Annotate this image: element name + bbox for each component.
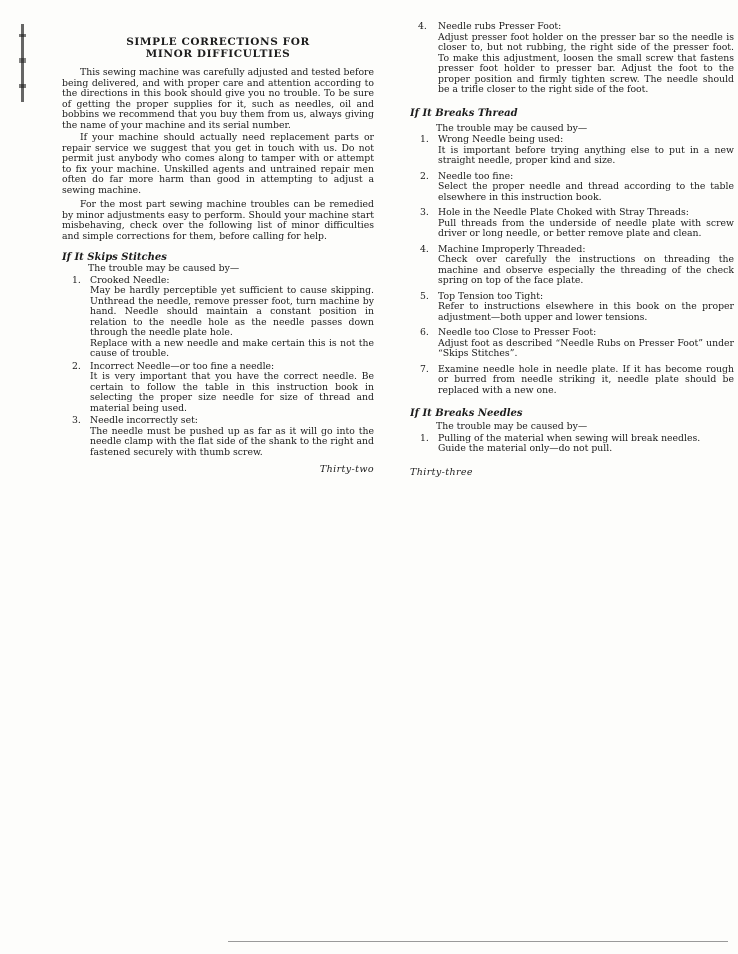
- section-heading-breaks-needles: If It Breaks Needles: [410, 408, 523, 419]
- skips-stitches-list: [62, 276, 374, 459]
- item-body: May be hardly perceptible yet sufficient to cause skipping. Unthread the needle, remove presser foot, turn machine by hand. Needle should maintain a constant position in relation to the needle hole as the needle passes down through the needle plate hole.: [90, 285, 374, 338]
- item-number: 3.: [72, 415, 81, 426]
- list-item: [410, 328, 734, 360]
- item-number: 2.: [420, 170, 429, 182]
- cause-line: The trouble may be caused by—: [88, 263, 240, 274]
- item-number: 1.: [420, 134, 429, 145]
- list-item: [410, 434, 734, 455]
- item-body: Adjust foot as described “Needle Rubs on Presser Foot” under “Skips Stitches”.: [438, 337, 734, 359]
- item-number: 1.: [420, 432, 429, 444]
- item-number: 3.: [420, 207, 429, 218]
- item-heading: Needle too Close to Presser Foot:: [438, 327, 597, 338]
- item-number: 5.: [420, 290, 429, 302]
- intro-paragraph: If your machine should actually need replacement parts or repair service we suggest that you get in touch with us. Do not permit just anybody who comes along to tamper with or attempt to fix your machine. Unskilled agents and untrained repair men often do far more harm than good in attempting to adjust a sewing machine.: [62, 132, 374, 196]
- left-page: [62, 0, 374, 475]
- list-item: [410, 22, 734, 96]
- list-item: [410, 208, 734, 240]
- item-body: Refer to instructions elsewhere in this book on the proper adjustment—both upper and lower tensions.: [438, 301, 734, 323]
- intro-paragraph: This sewing machine was carefully adjusted and tested before being delivered, and with proper care and attention according to the directions in this book should give you no trouble. To be sure of getting the proper supplies for it, such as needles, oil and bobbins we recommend that you buy them from us, always giving the name of your machine and its serial number.: [62, 67, 374, 131]
- item-body: Pull threads from the underside of needle plate with screw driver or long needle, or better remove plate and clean.: [438, 217, 734, 239]
- item-heading: Top Tension too Tight:: [438, 290, 544, 302]
- binding-mark: [18, 24, 27, 102]
- item-heading: Needle rubs Presser Foot:: [438, 21, 562, 32]
- item-number: 4.: [418, 21, 427, 32]
- item-heading: Wrong Needle being used:: [438, 134, 564, 145]
- item-body: Check over carefully the instructions on threading the machine and observe especially the threading of the check spring on top of the face plate.: [438, 254, 734, 286]
- list-item: [410, 135, 734, 167]
- item-heading: Incorrect Needle—or too fine a needle:: [90, 360, 275, 372]
- item-body: Select the proper needle and thread according to the table elsewhere in this instruction book.: [438, 181, 734, 203]
- item-body: Guide the material only—do not pull.: [438, 443, 613, 454]
- item-body: Examine needle hole in needle plate. If it has become rough or burred from needle striking it, needle plate should be replaced with a new one.: [438, 363, 734, 396]
- item-heading: Pulling of the material when sewing will break needles.: [438, 432, 701, 444]
- item-body: It is important before trying anything else to put in a new straight needle, proper kind and size.: [438, 144, 734, 166]
- cause-line: The trouble may be caused by—: [436, 421, 588, 432]
- list-item: [410, 365, 734, 397]
- item-body: Adjust presser foot holder on the presser bar so the needle is closer to, but not rubbing, the right side of the presser foot. To make this adjustment, loosen the small screw that fastens presser foot holder to presser bar. Adjust the foot to the proper position and firmly tighten screw. The needle should be a trifle closer to the right side of the foot.: [438, 31, 734, 95]
- section-heading-breaks-thread: If It Breaks Thread: [410, 107, 518, 119]
- continued-list: [410, 22, 734, 96]
- bottom-scan-line: [228, 941, 728, 942]
- item-body: The needle must be pushed up as far as it will go into the needle clamp with the flat side of the shank to the right and fastened securely with thumb screw.: [90, 425, 374, 458]
- item-number: 6.: [420, 327, 429, 338]
- list-item: [62, 362, 374, 415]
- list-item: [410, 172, 734, 204]
- intro-paragraph: For the most part sewing machine troubles can be remedied by minor adjustments easy to perform. Should your machine start misbehaving, check over the following list of minor difficulties and simple corrections for them, before calling for help.: [62, 199, 374, 242]
- cause-line: The trouble may be caused by—: [436, 122, 588, 134]
- item-heading: Needle too fine:: [438, 170, 514, 182]
- page-title-line-1: SIMPLE CORRECTIONS FOR: [126, 36, 310, 48]
- item-heading: Crooked Needle:: [90, 274, 170, 286]
- list-item: [410, 245, 734, 287]
- item-body: It is very important that you have the correct needle. Be certain to follow the table in this instruction book in selecting the proper size needle for size of thread and material being used.: [90, 371, 374, 414]
- item-number: 4.: [420, 243, 429, 255]
- list-item: [62, 276, 374, 360]
- page-number: Thirty-three: [410, 466, 473, 478]
- item-heading: Machine Improperly Threaded:: [438, 243, 586, 255]
- page-number: Thirty-two: [319, 464, 374, 475]
- item-heading: Hole in the Needle Plate Choked with Stray Threads:: [438, 207, 689, 218]
- item-number: 2.: [72, 360, 81, 372]
- item-number: 1.: [72, 274, 81, 286]
- right-page: [410, 0, 734, 478]
- section-heading-skips-stitches: If It Skips Stitches: [62, 252, 167, 263]
- breaks-needles-list: [410, 434, 734, 455]
- list-item: [62, 416, 374, 458]
- item-body-extra: Replace with a new needle and make certain this is not the cause of trouble.: [90, 337, 374, 359]
- list-item: [410, 292, 734, 324]
- breaks-thread-list: [410, 135, 734, 396]
- page-title-line-2: MINOR DIFFICULTIES: [145, 48, 291, 60]
- item-number: 7.: [420, 363, 429, 375]
- item-heading: Needle incorrectly set:: [90, 415, 198, 426]
